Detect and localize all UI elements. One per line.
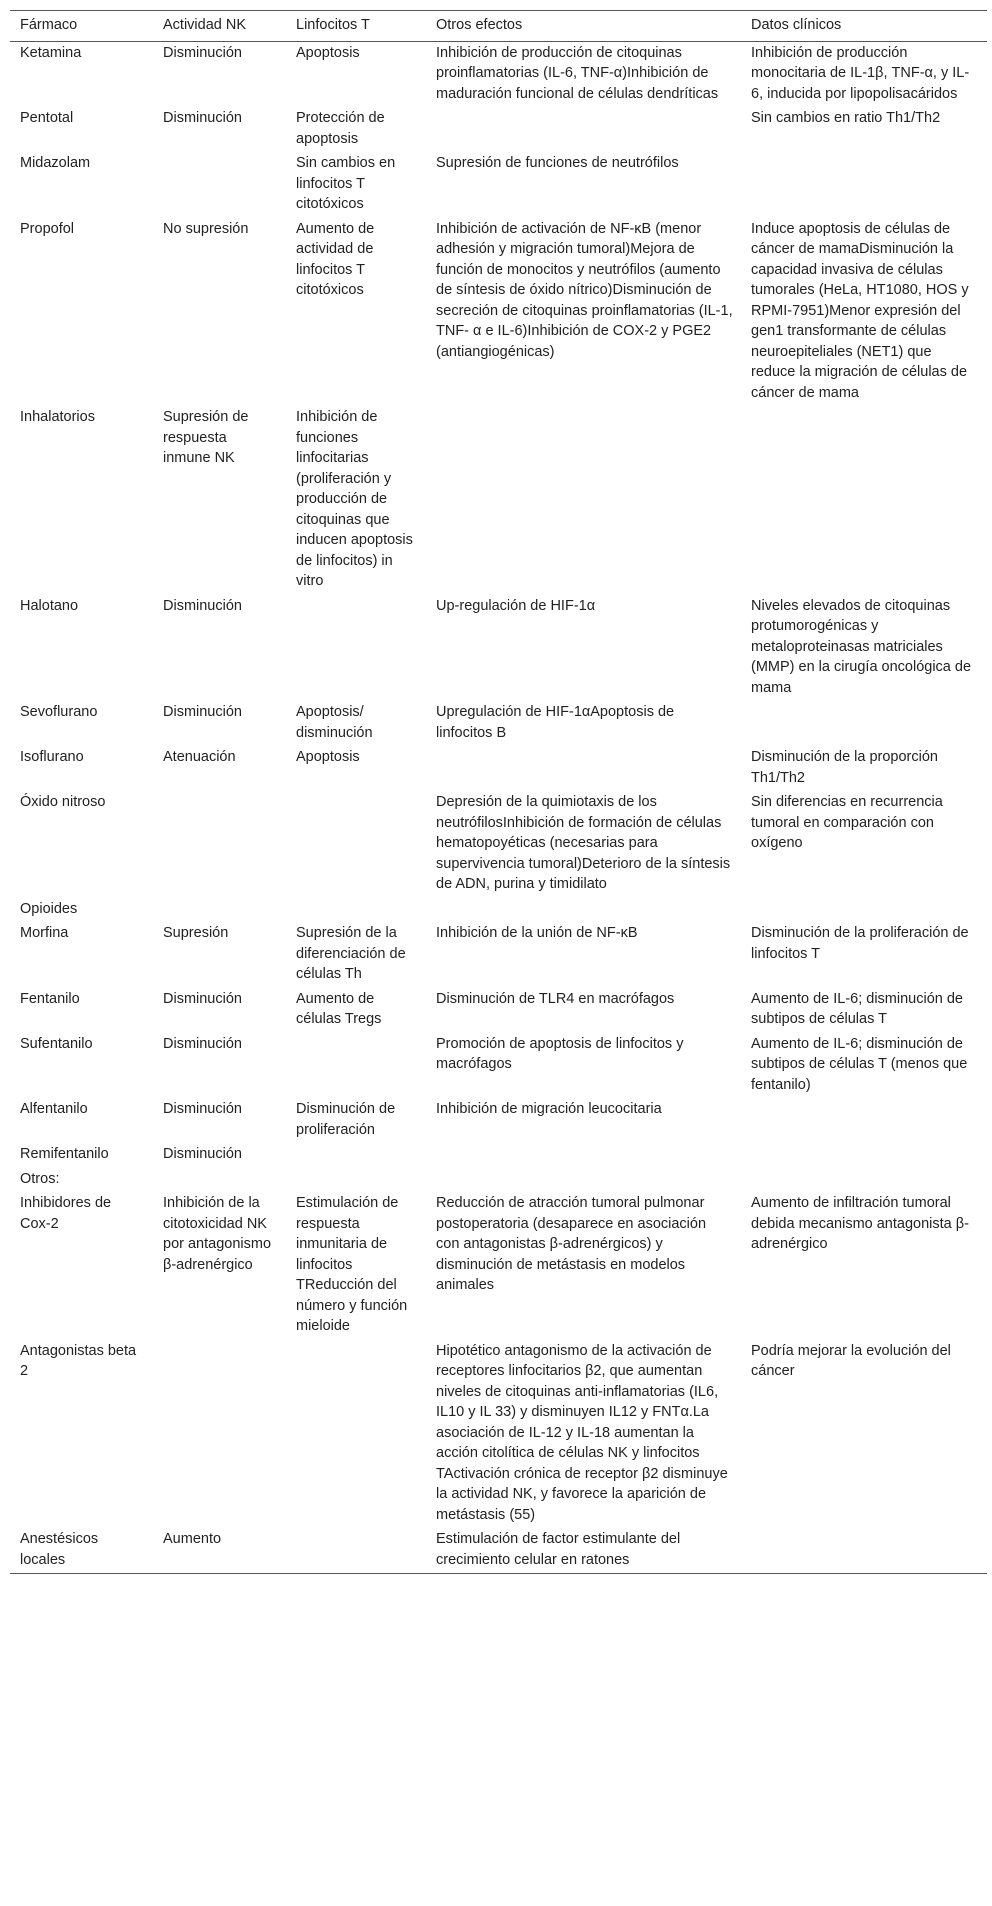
datos-clinicos-cell bbox=[741, 898, 987, 923]
datos-clinicos-cell: Inhibición de producción monocitaria de IL-1β, TNF-α, y IL-6, inducida por lipopolisacáridos bbox=[751, 44, 970, 102]
datos-clinicos-cell: Sin cambios en ratio Th1/Th2 bbox=[751, 110, 941, 126]
otros-efectos-cell bbox=[426, 406, 741, 595]
datos-clinicos-cell: Aumento de IL-6; disminución de subtipos de células T (menos que fentanilo) bbox=[751, 1035, 968, 1093]
actividad-nk-cell: Aumento bbox=[153, 1528, 286, 1574]
actividad-nk-cell bbox=[153, 152, 286, 218]
table-row bbox=[10, 1033, 987, 1099]
datos-clinicos-cell: Podría mejorar la evolución del cáncer bbox=[751, 1342, 951, 1379]
farmaco-cell: Anestésicos locales bbox=[10, 1528, 153, 1574]
otros-efectos-cell: Reducción de atracción tumoral pulmonar postoperatoria (desaparece en asociación con antagonistas β-adrenérgicos) y disminución de metástasis en modelos animales bbox=[436, 1195, 707, 1293]
linfocitos-t-cell: Estimulación de respuesta inmunitaria de linfocitos TReducción del número y función mieloide bbox=[296, 1195, 408, 1334]
otros-efectos-cell bbox=[426, 898, 741, 923]
linfocitos-t-cell bbox=[286, 791, 426, 898]
actividad-nk-cell: Disminución bbox=[163, 1035, 242, 1052]
otros-efectos-cell: Inhibición de la unión de NF-κB bbox=[436, 925, 638, 941]
farmaco-cell: Sevoflurano bbox=[20, 704, 98, 720]
linfocitos-t-cell: Supresión de la diferenciación de células Th bbox=[296, 925, 406, 982]
otros-efectos-cell: Estimulación de factor estimulante del crecimiento celular en ratones bbox=[426, 1528, 741, 1574]
datos-clinicos-cell bbox=[741, 701, 987, 746]
datos-clinicos-cell bbox=[741, 1098, 987, 1143]
otros-efectos-cell bbox=[426, 1168, 741, 1193]
datos-clinicos-cell: Disminución de la proliferación de linfocitos T bbox=[751, 925, 969, 962]
datos-clinicos-cell bbox=[741, 406, 987, 595]
otros-efectos-cell bbox=[426, 1143, 741, 1168]
table-row bbox=[10, 1192, 987, 1340]
otros-efectos-cell: Inhibición de activación de NF-κB (menor adhesión y migración tumoral)Mejora de función de monocitos y neutrófilos (aumento de síntesis de óxido nítrico)Disminución de secreción de citoquinas proinflamatorias (IL-1, TNF- α e IL-6)Inhibición de COX-2 y PGE2 (antiangiogénicas) bbox=[436, 220, 733, 360]
table-row bbox=[10, 922, 987, 988]
datos-clinicos-cell bbox=[741, 152, 987, 218]
farmaco-cell: Isoflurano bbox=[20, 749, 84, 765]
linfocitos-t-cell: Protección de apoptosis bbox=[296, 110, 385, 147]
otros-efectos-cell: Inhibición de producción de citoquinas proinflamatorias (IL-6, TNF-α)Inhibición de maduración funcional de células dendríticas bbox=[436, 44, 719, 102]
table-row bbox=[10, 791, 987, 898]
table-row bbox=[10, 1098, 987, 1143]
actividad-nk-cell: Disminución bbox=[163, 597, 242, 614]
datos-clinicos-cell: Sin diferencias en recurrencia tumoral en comparación con oxígeno bbox=[751, 794, 943, 851]
linfocitos-t-cell bbox=[286, 1340, 426, 1529]
table-row bbox=[10, 1143, 987, 1168]
otros-efectos-cell: Upregulación de HIF-1αApoptosis de linfocitos B bbox=[436, 704, 675, 741]
actividad-nk-cell: Inhibición de la citotoxicidad NK por antagonismo β-adrenérgico bbox=[163, 1195, 272, 1273]
actividad-nk-cell: Disminución bbox=[163, 1101, 242, 1117]
table-row bbox=[10, 406, 987, 595]
actividad-nk-cell: Atenuación bbox=[163, 749, 236, 765]
actividad-nk-cell: No supresión bbox=[163, 220, 249, 237]
table-row bbox=[10, 152, 987, 218]
datos-clinicos-cell: Disminución de la proporción Th1/Th2 bbox=[751, 749, 938, 786]
otros-efectos-cell: Depresión de la quimiotaxis de los neutrófilosInhibición de formación de células hematopoyéticas (necesarias para supervivencia tumoral)Deterioro de la síntesis de ADN, purina y timidilato bbox=[436, 794, 731, 892]
farmaco-cell: Midazolam bbox=[20, 155, 91, 171]
otros-efectos-cell: Inhibición de migración leucocitaria bbox=[436, 1101, 662, 1117]
actividad-nk-cell: Supresión de respuesta inmune NK bbox=[163, 409, 249, 466]
otros-efectos-cell: Promoción de apoptosis de linfocitos y macrófagos bbox=[436, 1035, 684, 1072]
farmaco-cell: Óxido nitroso bbox=[20, 794, 106, 810]
table-row bbox=[10, 107, 987, 152]
table-row bbox=[10, 1528, 987, 1574]
farmaco-cell: Alfentanilo bbox=[20, 1101, 88, 1117]
otros-efectos-cell bbox=[426, 107, 741, 152]
otros-efectos-cell bbox=[426, 746, 741, 791]
farmaco-cell: Morfina bbox=[20, 925, 69, 941]
otros-efectos-cell: Disminución de TLR4 en macrófagos bbox=[436, 990, 675, 1007]
table-row bbox=[10, 988, 987, 1033]
farmaco-cell: Inhalatorios bbox=[20, 409, 95, 425]
linfocitos-t-cell: Aumento de actividad de linfocitos T citotóxicos bbox=[296, 220, 375, 298]
otros-efectos-cell: Supresión de funciones de neutrófilos bbox=[436, 155, 679, 171]
actividad-nk-cell bbox=[153, 1340, 286, 1529]
farmaco-cell: Fentanilo bbox=[20, 990, 80, 1007]
linfocitos-t-cell bbox=[286, 595, 426, 702]
header-linfocitos-t: Linfocitos T bbox=[286, 11, 426, 42]
farmaco-cell: Opioides bbox=[20, 900, 78, 917]
datos-clinicos-cell bbox=[741, 1528, 987, 1574]
table-row bbox=[10, 898, 987, 923]
actividad-nk-cell: Disminución bbox=[163, 1146, 242, 1162]
drug-effects-table bbox=[10, 10, 987, 1574]
linfocitos-t-cell: Apoptosis bbox=[296, 749, 360, 765]
datos-clinicos-cell: Aumento de infiltración tumoral debida mecanismo antagonista β-adrenérgico bbox=[751, 1195, 969, 1252]
table-row bbox=[10, 701, 987, 746]
actividad-nk-cell bbox=[153, 1168, 286, 1193]
header-farmaco: Fármaco bbox=[10, 11, 153, 42]
linfocitos-t-cell bbox=[286, 1528, 426, 1574]
table-row bbox=[10, 746, 987, 791]
table-body bbox=[10, 41, 987, 1574]
table-row bbox=[10, 1168, 987, 1193]
table-row bbox=[10, 595, 987, 702]
linfocitos-t-cell: Apoptosis/ disminución bbox=[296, 704, 373, 741]
datos-clinicos-cell bbox=[741, 1168, 987, 1193]
linfocitos-t-cell bbox=[286, 1033, 426, 1099]
linfocitos-t-cell bbox=[286, 1143, 426, 1168]
linfocitos-t-cell: Aumento de células Tregs bbox=[296, 990, 382, 1027]
farmaco-cell: Inhibidores de Cox-2 bbox=[20, 1195, 112, 1232]
farmaco-cell: Otros: bbox=[20, 1170, 60, 1187]
table-container bbox=[10, 10, 987, 1574]
linfocitos-t-cell: Sin cambios en linfocitos T citotóxicos bbox=[296, 155, 396, 212]
farmaco-cell: Pentotal bbox=[20, 110, 74, 126]
farmaco-cell: Remifentanilo bbox=[20, 1146, 109, 1162]
otros-efectos-cell: Hipotético antagonismo de la activación de receptores linfocitarios β2, que aumentan niveles de citoquinas anti-inflamatorias (IL6, IL10 y IL 33) y disminuyen IL12 y FNTα.La asociación de IL-12 y IL-18 aumentan la acción citolítica de células NK y linfocitos TActivación crónica de receptor β2 disminuye la actividad NK, y favorece la aparición de metástasis (55) bbox=[436, 1342, 728, 1523]
actividad-nk-cell: Disminución bbox=[163, 990, 242, 1007]
header-datos-clinicos: Datos clínicos bbox=[741, 11, 987, 42]
table-row bbox=[10, 218, 987, 407]
farmaco-cell: Antagonistas beta 2 bbox=[20, 1342, 137, 1379]
datos-clinicos-cell: Niveles elevados de citoquinas protumorogénicas y metaloproteinasas matriciales (MMP) en la cirugía oncológica de mama bbox=[751, 597, 972, 696]
datos-clinicos-cell bbox=[741, 1143, 987, 1168]
table-row bbox=[10, 1340, 987, 1529]
farmaco-cell: Sufentanilo bbox=[20, 1035, 93, 1052]
linfocitos-t-cell bbox=[286, 1168, 426, 1193]
farmaco-cell: Halotano bbox=[20, 597, 79, 614]
datos-clinicos-cell: Induce apoptosis de células de cáncer de mamaDisminución la capacidad invasiva de células tumorales (HeLa, HT1080, HOS y RPMI-7951)Menor expresión del gen1 transformante de células neuroepiteliales (NET1) que reduce la migración de células de cáncer de mama bbox=[751, 220, 969, 401]
actividad-nk-cell bbox=[153, 898, 286, 923]
linfocitos-t-cell: Inhibición de funciones linfocitarias (proliferación y producción de citoquinas que inducen apoptosis de linfocitos) in vitro bbox=[296, 409, 413, 589]
actividad-nk-cell: Supresión bbox=[163, 925, 229, 941]
linfocitos-t-cell: Apoptosis bbox=[296, 44, 360, 61]
linfocitos-t-cell: Disminución de proliferación bbox=[296, 1101, 396, 1138]
otros-efectos-cell: Up-regulación de HIF-1α bbox=[436, 597, 596, 614]
actividad-nk-cell bbox=[153, 791, 286, 898]
table-header-row bbox=[10, 11, 987, 42]
table-row bbox=[10, 41, 987, 107]
actividad-nk-cell: Disminución bbox=[163, 110, 242, 126]
farmaco-cell: Ketamina bbox=[20, 44, 82, 61]
actividad-nk-cell: Disminución bbox=[163, 704, 242, 720]
linfocitos-t-cell bbox=[286, 898, 426, 923]
header-actividad-nk: Actividad NK bbox=[153, 11, 286, 42]
datos-clinicos-cell: Aumento de IL-6; disminución de subtipos de células T bbox=[751, 990, 963, 1027]
header-otros-efectos: Otros efectos bbox=[426, 11, 741, 42]
farmaco-cell: Propofol bbox=[20, 220, 75, 237]
actividad-nk-cell: Disminución bbox=[163, 44, 242, 61]
